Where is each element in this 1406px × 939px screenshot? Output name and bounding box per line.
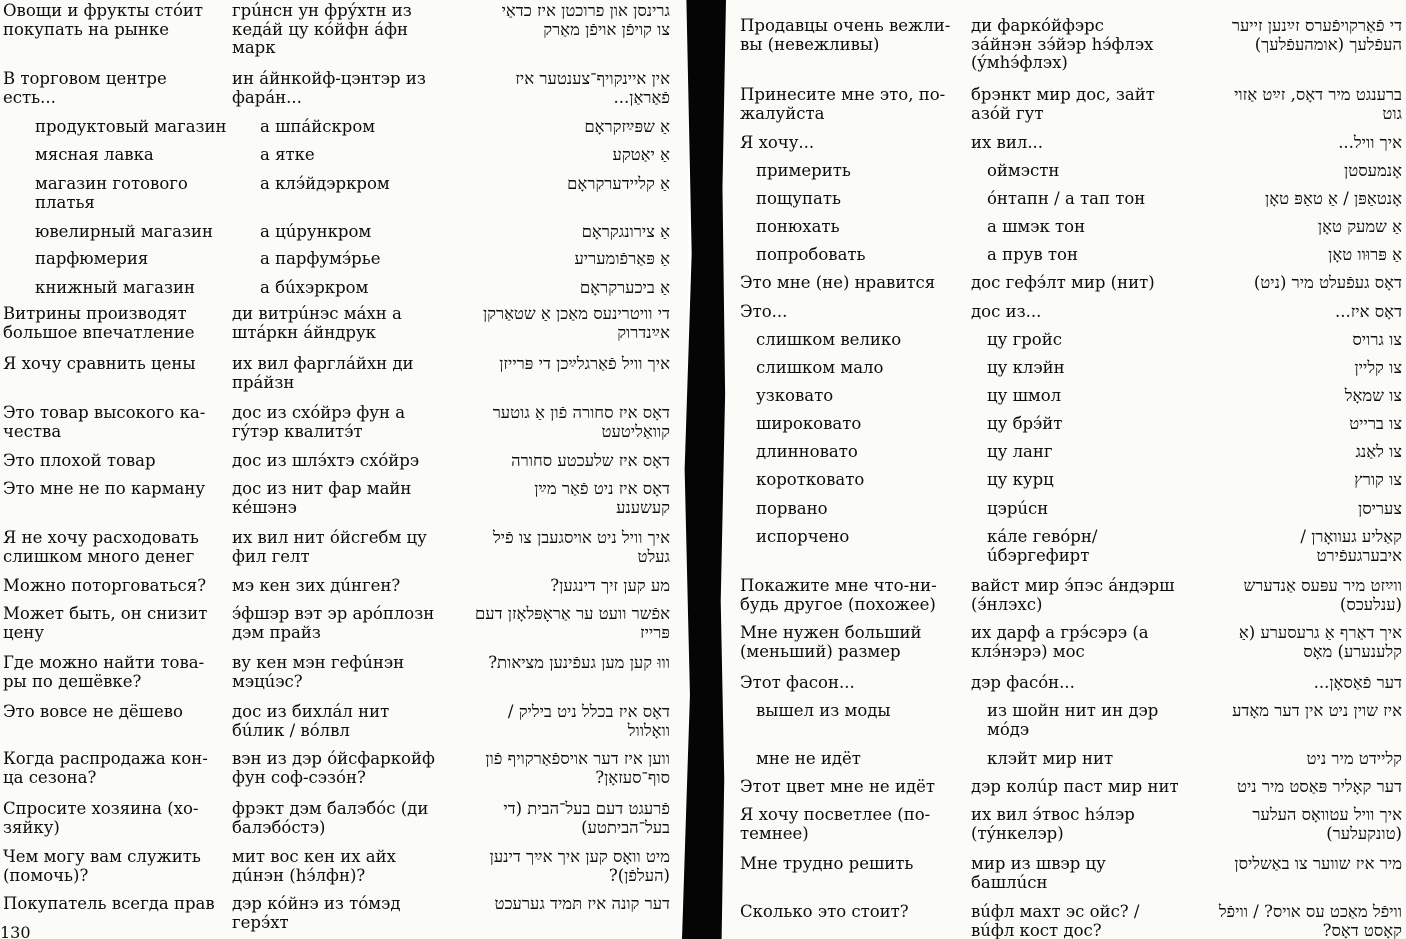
yiddish-phrase: צעריסן: [1357, 499, 1402, 518]
yiddish-phrase: צו קורץ: [1354, 470, 1402, 489]
yiddish-transliteration: цу ланг: [987, 442, 1053, 461]
yiddish-phrase: איך וויל פֿאַרגלײַכן די פּרייזן: [499, 354, 670, 373]
yiddish-transliteration: э́фшэр вэт эр арóплозн дэм прайз: [232, 604, 435, 642]
yiddish-transliteration: а шпáйскром: [260, 117, 376, 136]
yiddish-transliteration: брэнкт мир дос, зайт азóй гут: [971, 85, 1155, 123]
yiddish-phrase: וווּ קען מען געפֿינען מציאות?: [488, 653, 670, 672]
yiddish-phrase: קליידט מיר ניט: [1306, 749, 1402, 768]
russian-phrase: Когда распродажа кон- ца сезона?: [3, 749, 208, 787]
yiddish-transliteration: клэйт мир нит: [987, 749, 1114, 768]
yiddish-transliteration: кáле гевóрн/ úбэргефирт: [987, 527, 1098, 565]
yiddish-phrase: איך דאַרף אַ גרעסערע (אַ קלענערע) מאָס: [1238, 623, 1402, 661]
yiddish-transliteration: мит вос кен их айх дúнэн (hэ́лфн)?: [232, 847, 396, 885]
yiddish-transliteration: грúнсн ун фрýхтн из кедáй цу кóйфн áфн марк: [232, 1, 412, 57]
russian-phrase: слишком мало: [756, 358, 884, 377]
yiddish-phrase: אַ צירונגקראָם: [581, 222, 670, 241]
yiddish-phrase: אָנטאַפּן / אַ טאַפּ טאָן: [1264, 189, 1402, 208]
yiddish-phrase: איז שוין ניט אין דער מאָדע: [1232, 701, 1402, 720]
yiddish-transliteration: дэр фасóн...: [971, 673, 1075, 692]
yiddish-phrase: דאָס געפֿעלט מיר (ניט): [1253, 273, 1402, 292]
yiddish-transliteration: ди фаркóйфэрс зáйнэн зэ́йэр hэ́флэх (ýмhэ́флэх): [971, 16, 1154, 72]
yiddish-phrase: דאָס איז שלעכטע סחורה: [511, 451, 670, 470]
yiddish-phrase: מע קען זיך דינגען?: [550, 576, 670, 595]
russian-phrase: Я хочу посветлее (по- темнее): [740, 805, 931, 843]
yiddish-phrase: וויפֿל מאַכט עס אויס? / וויפֿל קאָסט דאָס?: [1218, 902, 1402, 939]
russian-phrase: понюхать: [756, 217, 840, 236]
russian-phrase: пощупать: [756, 189, 841, 208]
russian-phrase: Мне трудно решить: [740, 854, 914, 873]
yiddish-phrase: קאַליע געוואָרן / איבערגעפֿירט: [1300, 527, 1402, 565]
yiddish-transliteration: дэр колúр паст мир нит: [971, 777, 1179, 796]
russian-phrase: Сколько это стоит?: [740, 902, 909, 921]
russian-phrase: слишком велико: [756, 330, 902, 349]
russian-phrase: Может быть, он снизит цену: [3, 604, 208, 642]
yiddish-phrase: אַ שמעק טאָן: [1317, 217, 1402, 236]
yiddish-phrase: אַ שפּײַזקראָם: [584, 117, 670, 136]
yiddish-phrase: איך וויל ניט אויסגעבן צו פֿיל געלט: [492, 528, 670, 566]
yiddish-phrase: פֿרעגט דעם בעל־הבית (די בעל־הביתטע): [503, 799, 670, 837]
yiddish-phrase: דאָס איז...: [1334, 302, 1402, 321]
russian-phrase: мясная лавка: [35, 145, 154, 164]
yiddish-phrase: ברענגט מיר דאָס, זײַט אַזוי גוט: [1234, 85, 1402, 123]
russian-phrase: длинновато: [756, 442, 858, 461]
yiddish-phrase: אַ פּאַרפֿומעריע: [574, 249, 670, 268]
yiddish-phrase: אַ פּרוּוו טאָן: [1328, 245, 1402, 264]
yiddish-transliteration: а ятке: [260, 145, 315, 164]
russian-phrase: Это...: [740, 302, 788, 321]
yiddish-transliteration: óнтапн / а тап тон: [987, 189, 1146, 208]
yiddish-phrase: איך וויל עטוואָס העלער (טונקעלער): [1252, 805, 1402, 843]
yiddish-transliteration: вэн из дэр óйсфаркойф фун соф-сэзóн?: [232, 749, 435, 787]
yiddish-transliteration: ди витрúнэс мáхн а штáркн áйндрук: [232, 304, 402, 342]
yiddish-phrase: צו שמאָל: [1344, 386, 1402, 405]
russian-phrase: Я хочу...: [740, 133, 815, 152]
left-page: [0, 0, 688, 939]
russian-phrase: Это вовсе не дёшево: [3, 702, 183, 721]
yiddish-phrase: גרינסן און פרוכטן איז כדאַי צו קויפֿן אויפֿן מאַרק: [501, 1, 670, 39]
yiddish-transliteration: мир из швэр цу башлúсн: [971, 854, 1106, 892]
yiddish-transliteration: их вил э́твос hэ́лэр (тýнкелэр): [971, 805, 1135, 843]
yiddish-transliteration: дос из бихлáл нит бúлик / вóлвл: [232, 702, 390, 740]
yiddish-transliteration: вайст мир э́пэс áндэрш (э́нлэхс): [971, 576, 1175, 614]
yiddish-phrase: מיר איז שווער צו באַשליסן: [1234, 854, 1402, 873]
yiddish-transliteration: а парфумэ́рье: [260, 249, 381, 268]
yiddish-phrase: די פֿאַרקויפֿערס זײַנען זייער העפֿלעך (אומהעפֿלעך): [1231, 16, 1402, 54]
russian-phrase: Покажите мне что-ни- будь другое (похожее): [740, 576, 937, 614]
yiddish-phrase: צו גרויס: [1352, 330, 1402, 349]
yiddish-phrase: ווײַזט מיר עפּעס אַנדערש (ענלעכס): [1243, 576, 1402, 614]
russian-phrase: испорчено: [756, 527, 850, 546]
russian-phrase: Овощи и фрукты стóит покупать на рынке: [3, 1, 204, 39]
russian-phrase: порвано: [756, 499, 828, 518]
yiddish-phrase: דער קאָליר פּאַסט מיר ניט: [1236, 777, 1402, 796]
yiddish-transliteration: а бúхэркром: [260, 278, 369, 297]
russian-phrase: Мне нужен больший (меньший) размер: [740, 623, 922, 661]
yiddish-transliteration: из шойн нит ин дэр мóдэ: [987, 701, 1159, 739]
yiddish-phrase: אָנמעסטן: [1344, 161, 1402, 180]
russian-phrase: Покупатель всегда прав: [3, 894, 215, 913]
yiddish-transliteration: дос из нит фар майн кéшэнэ: [232, 479, 412, 517]
russian-phrase: примерить: [756, 161, 851, 180]
russian-phrase: попробовать: [756, 245, 866, 264]
russian-phrase: коротковато: [756, 470, 865, 489]
russian-phrase: мне не идёт: [756, 749, 861, 768]
yiddish-transliteration: а клэ́йдэркром: [260, 174, 390, 193]
russian-phrase: Я хочу сравнить цены: [3, 354, 196, 373]
yiddish-phrase: די וויטרינעס מאַכן אַ שטאַרקן אײַנדרוק: [482, 304, 670, 342]
yiddish-transliteration: дос из схóйрэ фун а гýтэр квалитэ́т: [232, 403, 406, 441]
yiddish-phrase: ווען איז דער אויספֿאַרקויף פֿון סוף־סעזאָן?: [485, 749, 670, 787]
russian-phrase: Я не хочу расходовать слишком много денег: [3, 528, 199, 566]
yiddish-transliteration: их вил нит óйсгебм цу фил гелт: [232, 528, 427, 566]
russian-phrase: Где можно найти това- ры по дешёвке?: [3, 653, 205, 691]
yiddish-phrase: מיט וואָס קען איך אײַך דינען (העלפֿן)?: [489, 847, 670, 885]
russian-phrase: Чем могу вам служить (помочь)?: [3, 847, 201, 885]
russian-phrase: Спросите хозяина (хо- зяйку): [3, 799, 199, 837]
russian-phrase: Продавцы очень вежли- вы (невежливы): [740, 16, 951, 54]
yiddish-transliteration: их вил...: [971, 133, 1044, 152]
yiddish-phrase: אפֿשר וועט ער אַראָפּלאָזן דעם פּרייז: [474, 604, 670, 642]
russian-phrase: ювелирный магазин: [35, 222, 213, 241]
yiddish-transliteration: цу клэйн: [987, 358, 1065, 377]
yiddish-phrase: דער קונה איז תּמיד גערעכט: [494, 894, 670, 913]
yiddish-transliteration: оймэстн: [987, 161, 1060, 180]
yiddish-phrase: צו ברייט: [1349, 414, 1402, 433]
russian-phrase: Это товар высокого ка- чества: [3, 403, 206, 441]
yiddish-phrase: אַ ביכערקראָם: [579, 278, 670, 297]
yiddish-transliteration: мэ кен зих дúнген?: [232, 576, 401, 595]
yiddish-transliteration: цу шмол: [987, 386, 1062, 405]
yiddish-transliteration: их дарф а грэ́сэрэ (а клэ́нэрэ) мос: [971, 623, 1149, 661]
russian-phrase: Это мне (не) нравится: [740, 273, 936, 292]
russian-phrase: парфюмерия: [35, 249, 149, 268]
russian-phrase: Этот фасон...: [740, 673, 855, 692]
russian-phrase: Этот цвет мне не идёт: [740, 777, 935, 796]
yiddish-phrase: דאָס איז ניט פֿאַר מײַן קעשענע: [534, 479, 670, 517]
yiddish-phrase: אין איינקויף־צענטער איז פֿאַראַן...: [515, 69, 670, 107]
yiddish-transliteration: цэрúсн: [987, 499, 1049, 518]
yiddish-phrase: אַ קליידערקראָם: [567, 174, 670, 193]
yiddish-transliteration: ву кен мэн гефúнэн мэцúэс?: [232, 653, 405, 691]
russian-phrase: магазин готового платья: [35, 174, 188, 212]
yiddish-transliteration: а цúрункром: [260, 222, 372, 241]
russian-phrase: Это плохой товар: [3, 451, 156, 470]
yiddish-phrase: איך וויל...: [1338, 133, 1402, 152]
russian-phrase: Принесите мне это, по- жалуйста: [740, 85, 946, 123]
yiddish-phrase: דאָס איז בכלל ניט ביליק / וואָלוול: [507, 702, 670, 740]
yiddish-transliteration: дос из шлэ́хтэ схóйрэ: [232, 451, 420, 470]
yiddish-phrase: צו קליין: [1354, 358, 1402, 377]
yiddish-phrase: אַ יאַטקע: [612, 145, 670, 164]
russian-phrase: Витрины производят большое впечатление: [3, 304, 195, 342]
yiddish-transliteration: дос из...: [971, 302, 1042, 321]
yiddish-transliteration: их вил фарглáйхн ди прáйзн: [232, 354, 414, 392]
yiddish-phrase: דאָס איז סחורה פֿון אַ גוטער קוואַליטעט: [492, 403, 670, 441]
yiddish-transliteration: ин áйнкойф-цэнтэр из фарáн...: [232, 69, 426, 107]
yiddish-phrase: צו לאַנג: [1355, 442, 1402, 461]
yiddish-transliteration: дэр кóйнэ из тóмэд герэ́хт: [232, 894, 401, 932]
yiddish-transliteration: цу гройс: [987, 330, 1062, 349]
russian-phrase: узковато: [756, 386, 834, 405]
russian-phrase: широковато: [756, 414, 862, 433]
russian-phrase: Это мне не по карману: [3, 479, 206, 498]
yiddish-transliteration: цу курц: [987, 470, 1054, 489]
yiddish-transliteration: цу брэ́йт: [987, 414, 1063, 433]
yiddish-transliteration: дос гефэ́лт мир (нит): [971, 273, 1155, 292]
yiddish-transliteration: фрэкт дэм балэбóс (ди балэбóстэ): [232, 799, 429, 837]
yiddish-phrase: דער פֿאַסאָן...: [1313, 673, 1402, 692]
russian-phrase: вышел из моды: [756, 701, 891, 720]
yiddish-transliteration: вúфл махт эс ойс? / вúфл кост дос?: [971, 902, 1140, 939]
right-page: [720, 0, 1406, 939]
russian-phrase: Можно поторговаться?: [3, 576, 207, 595]
russian-phrase: продуктовый магазин: [35, 117, 227, 136]
russian-phrase: В торговом центре есть...: [3, 69, 167, 107]
book-spine-shadow: [682, 0, 726, 939]
page-number: 130: [0, 923, 31, 939]
russian-phrase: книжный магазин: [35, 278, 196, 297]
yiddish-transliteration: а прув тон: [987, 245, 1078, 264]
yiddish-transliteration: а шмэк тон: [987, 217, 1086, 236]
